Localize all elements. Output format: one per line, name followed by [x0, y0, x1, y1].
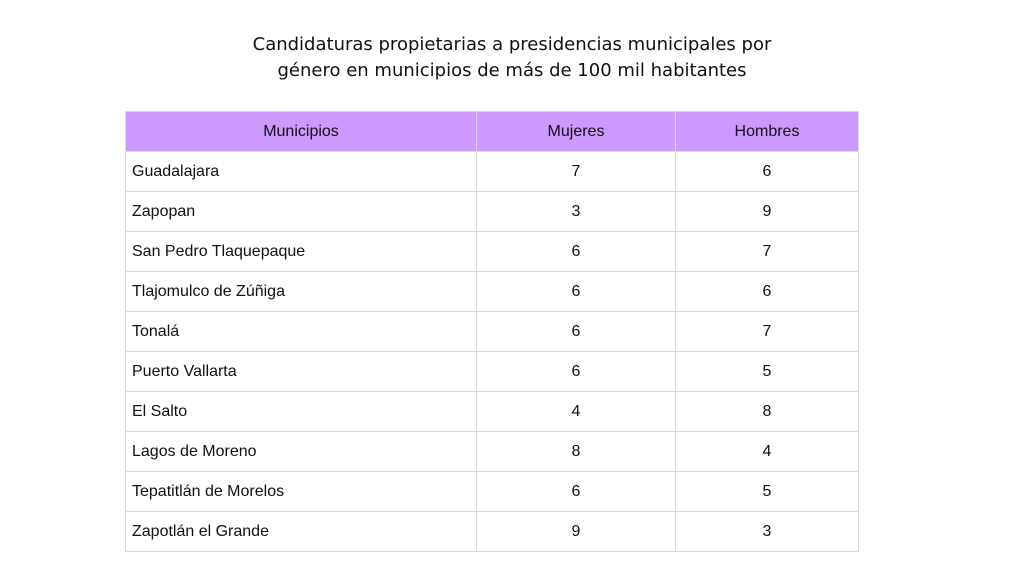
cell-mujeres: 6: [477, 232, 676, 272]
cell-hombres: 9: [676, 192, 859, 232]
cell-municipio: Guadalajara: [126, 152, 477, 192]
page-title: [0, 32, 1024, 84]
column-header-mujeres: Mujeres: [477, 112, 676, 152]
cell-mujeres: 4: [477, 392, 676, 432]
cell-municipio: Zapopan: [126, 192, 477, 232]
cell-mujeres: 6: [477, 312, 676, 352]
cell-municipio: Tepatitlán de Morelos: [126, 472, 477, 512]
cell-hombres: 7: [676, 232, 859, 272]
cell-municipio: Puerto Vallarta: [126, 352, 477, 392]
table-row: [126, 272, 859, 312]
cell-municipio: Lagos de Moreno: [126, 432, 477, 472]
table-row: [126, 352, 859, 392]
cell-mujeres: 3: [477, 192, 676, 232]
table-header-row: [126, 112, 859, 152]
cell-hombres: 4: [676, 432, 859, 472]
cell-hombres: 6: [676, 152, 859, 192]
cell-hombres: 6: [676, 272, 859, 312]
table-row: [126, 152, 859, 192]
table-row: [126, 192, 859, 232]
cell-hombres: 8: [676, 392, 859, 432]
column-header-municipios: Municipios: [126, 112, 477, 152]
candidates-table: [125, 111, 859, 552]
cell-mujeres: 6: [477, 352, 676, 392]
table-row: [126, 392, 859, 432]
cell-municipio: San Pedro Tlaquepaque: [126, 232, 477, 272]
cell-municipio: El Salto: [126, 392, 477, 432]
cell-hombres: 3: [676, 512, 859, 552]
column-header-hombres: Hombres: [676, 112, 859, 152]
cell-mujeres: 9: [477, 512, 676, 552]
table-row: [126, 472, 859, 512]
cell-mujeres: 7: [477, 152, 676, 192]
cell-mujeres: 8: [477, 432, 676, 472]
table-row: [126, 312, 859, 352]
table-row: [126, 432, 859, 472]
cell-municipio: Tonalá: [126, 312, 477, 352]
cell-mujeres: 6: [477, 472, 676, 512]
cell-mujeres: 6: [477, 272, 676, 312]
cell-hombres: 5: [676, 472, 859, 512]
title-line-1: Candidaturas propietarias a presidencias municipales por: [252, 34, 772, 55]
cell-municipio: Tlajomulco de Zúñiga: [126, 272, 477, 312]
cell-hombres: 5: [676, 352, 859, 392]
title-line-2: género en municipios de más de 100 mil habitantes: [277, 60, 747, 81]
cell-hombres: 7: [676, 312, 859, 352]
table-row: [126, 512, 859, 552]
table-row: [126, 232, 859, 272]
cell-municipio: Zapotlán el Grande: [126, 512, 477, 552]
